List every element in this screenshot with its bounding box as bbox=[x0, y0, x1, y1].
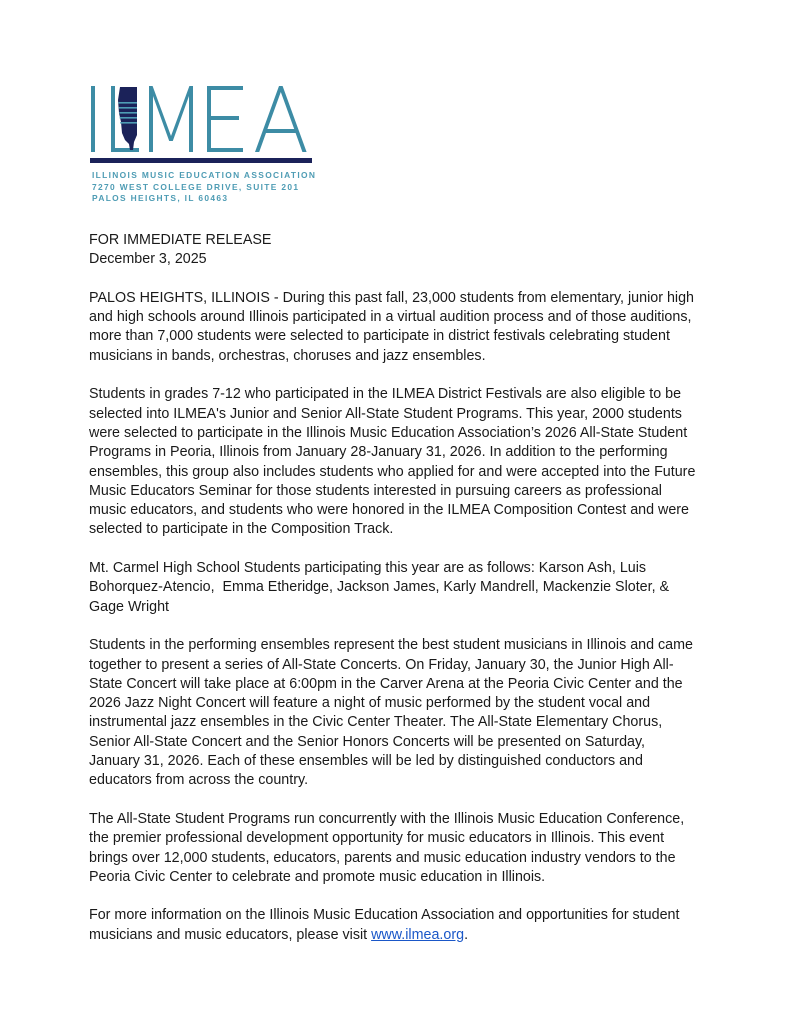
paragraph-contact bbox=[89, 906, 699, 945]
paragraph-lede: PALOS HEIGHTS, ILLINOIS - During this past fall, 23,000 students from elementary, junior high and high schools around Illinois participated in a virtual audition process and of those auditions, more than 7,000 students were selected to participate in district festivals celebrating student musicians in bands, orchestras, choruses and jazz ensembles. bbox=[89, 289, 698, 364]
contact-text-after-link: . bbox=[464, 926, 469, 943]
release-date: December 3, 2025 bbox=[89, 251, 207, 268]
contact-text-before-link: For more information on the Illinois Music Education Association and opportunities for student musicians and music educators, please visit bbox=[89, 907, 684, 943]
organization-name: ILLINOIS MUSIC EDUCATION ASSOCIATION bbox=[92, 170, 317, 180]
paragraph-concert-schedule: Students in the performing ensembles represent the best student musicians in Illinois and came together to present a series of All-State Concerts. On Friday, January 30, the Junior High All-State Concert will take place at 6:00pm in the Carver Arena at the Peoria Civic Center and the 2026 Jazz Night Concert will feature a night of music performed by the student vocal and instrumental jazz ensembles in the Civic Center Theater. The All-State Elementary Chorus, Senior All-State Concert and the Senior Honors Concerts will be presented on Saturday, January 31, 2026. Each of these ensembles will be led by distinguished conductors and educators from across the country. bbox=[89, 637, 697, 789]
ilmea-logo bbox=[89, 80, 319, 154]
city-state-zip: PALOS HEIGHTS, IL 60463 bbox=[92, 193, 229, 204]
press-release-body bbox=[89, 231, 699, 945]
street-address: 7270 WEST COLLEGE DRIVE, SUITE 201 bbox=[92, 181, 300, 192]
ilmea-website-link[interactable]: www.ilmea.org bbox=[371, 926, 465, 943]
letterhead bbox=[89, 80, 319, 205]
illinois-state-shape-icon bbox=[118, 87, 137, 150]
paragraph-student-list: Mt. Carmel High School Students participating this year are as follows: Karson Ash, Luis Bohorquez-Atencio, Emma Etheridge, Jackson James, Karly Mandrell, Mackenzie Sloter, & Gage Wright bbox=[89, 560, 674, 615]
paragraph-conference: The All-State Student Programs run concurrently with the Illinois Music Education Conference, the premier professional development opportunity for music educators in Illinois. This event brings over 12,000 students, educators, parents and music education industry vendors to the Peoria Civic Center to celebrate and promote music education in Illinois. bbox=[89, 810, 689, 885]
paragraph-all-state-programs: Students in grades 7-12 who participated in the ILMEA District Festivals are also eligible to be selected into ILMEA's Junior and Senior All-State Student Programs. This year, 2000 students were selected to participate in the Illinois Music Education Association’s 2026 All-State Student Programs in Peoria, Illinois from January 28-January 31, 2026. In addition to the performing ensembles, this group also includes students who applied for and were accepted into the Future Music Educators Seminar for those students interested in pursuing careers as professional music educators, and students who were honored in the ILMEA Composition Contest and were selected to participate in the Composition Track. bbox=[89, 386, 700, 538]
letterhead-address bbox=[92, 170, 319, 205]
letterhead-divider bbox=[90, 158, 312, 163]
release-header bbox=[89, 231, 699, 270]
release-headline: FOR IMMEDIATE RELEASE bbox=[89, 232, 272, 248]
ilmea-wordmark-icon bbox=[89, 80, 319, 154]
